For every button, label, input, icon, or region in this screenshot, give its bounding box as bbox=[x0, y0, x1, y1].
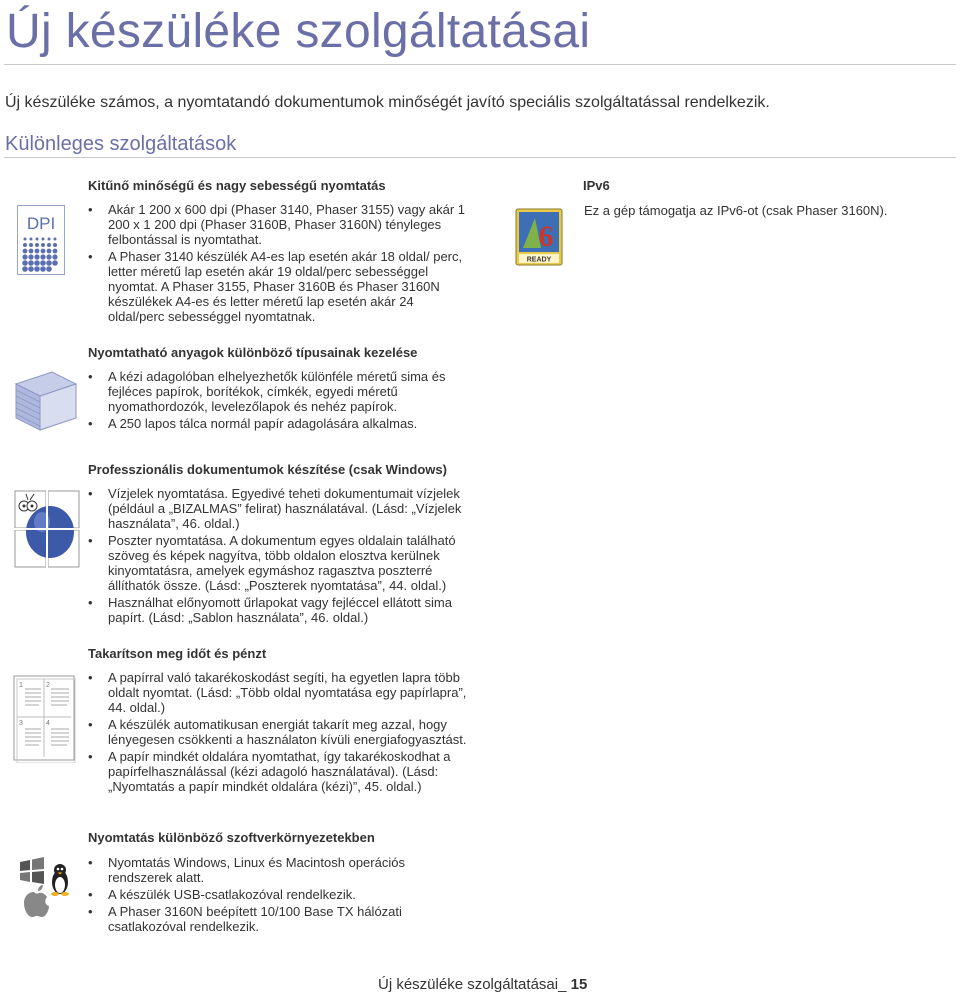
ipv6-icon-label: READY bbox=[526, 256, 552, 264]
page-number-3: 3 bbox=[19, 720, 23, 727]
page-title: Új készüléke szolgáltatásai bbox=[6, 5, 591, 58]
media-list bbox=[88, 369, 468, 433]
windows-logo-icon bbox=[20, 857, 44, 884]
poster-print-icon bbox=[14, 490, 80, 573]
list-item: • Használhat előnyomott űrlapokat vagy fejléccel ellátott sima papírt. (Lásd: „Sablon használata”, 46. oldal.) bbox=[88, 595, 468, 625]
os-logos-icon bbox=[18, 856, 74, 923]
documents-list bbox=[88, 486, 468, 627]
list-item: • Poszter nyomtatása. A dokumentum egyes oldalain található szöveg és képek nagyítva, több oldalon elosztva kerülnek kinyomtatásra, amelyek egymáshoz ragasztva poszterré állíthatók össze. (Lásd: „Poszterek nyomtatása”, 44. oldal.) bbox=[88, 533, 468, 593]
ipv6-icon-number: 6 bbox=[538, 220, 554, 253]
page-number: 15 bbox=[570, 976, 588, 993]
dpi-icon-label: DPI bbox=[26, 214, 56, 233]
section-subtitle: Különleges szolgáltatások bbox=[5, 133, 237, 155]
linux-penguin-icon bbox=[51, 864, 69, 896]
intro-paragraph: Új készüléke számos, a nyomtatandó dokumentumok minőségét javító speciális szolgáltatással rendelkezik. bbox=[5, 94, 770, 111]
quality-list bbox=[88, 202, 468, 326]
quality-heading: Kitűnő minőségű és nagy sebességű nyomtatás bbox=[88, 178, 386, 193]
footer-text: Új készüléke szolgáltatásai_ bbox=[378, 976, 567, 993]
ipv6-text: Ez a gép támogatja az IPv6-ot (csak Phaser 3160N). bbox=[584, 203, 888, 218]
title-divider bbox=[4, 64, 956, 65]
list-item: • A papírral való takarékoskodást segíti, ha egyetlen lapra több oldalt nyomtat. (Lásd: „Több oldal nyomtatása egy papírlapra”, 44. oldal.) bbox=[88, 670, 468, 715]
media-heading: Nyomtatható anyagok különböző típusainak kezelése bbox=[88, 345, 418, 360]
list-item: • A papír mindkét oldalára nyomtathat, így takarékoskodhat a papírfelhasználással (kézi adagoló használatával). (Lásd: „Nyomtatás a papír mindkét oldalára (kézi)”, 45. oldal.) bbox=[88, 749, 468, 794]
savings-list bbox=[88, 670, 468, 796]
multipage-icon bbox=[13, 675, 77, 768]
list-item: • A készülék USB-csatlakozóval rendelkezik. bbox=[88, 887, 468, 902]
ipv6-heading: IPv6 bbox=[583, 178, 610, 193]
page-number-4: 4 bbox=[46, 720, 50, 727]
list-item: • A Phaser 3160N beépített 10/100 Base TX hálózati csatlakozóval rendelkezik. bbox=[88, 904, 468, 934]
apple-logo-icon bbox=[24, 885, 49, 917]
documents-heading: Professzionális dokumentumok készítése (csak Windows) bbox=[88, 462, 447, 477]
page-footer bbox=[378, 976, 587, 993]
paper-stack-icon bbox=[12, 370, 80, 439]
software-heading: Nyomtatás különböző szoftverkörnyezetekben bbox=[88, 830, 375, 845]
savings-heading: Takarítson meg időt és pénzt bbox=[88, 646, 267, 661]
subtitle-divider bbox=[4, 157, 956, 158]
dpi-icon bbox=[17, 205, 65, 280]
list-item: • A készülék automatikusan energiát takarít meg azzal, hogy lényegesen csökkenti a használaton kívüli energiafogyasztást. bbox=[88, 717, 468, 747]
page-number-2: 2 bbox=[46, 682, 50, 689]
list-item: • Akár 1 200 x 600 dpi (Phaser 3140, Phaser 3155) vagy akár 1 200 x 1 200 dpi (Phaser 3160B, Phaser 3160N) tényleges felbontással is nyomtathat. bbox=[88, 202, 468, 247]
ipv6-ready-icon bbox=[515, 208, 565, 273]
page-number-1: 1 bbox=[19, 682, 23, 689]
list-item: • Vízjelek nyomtatása. Egyedivé teheti dokumentumait vízjelek (például a „BIZALMAS” felirat) használatával. (Lásd: „Vízjelek használata”, 46. oldal.) bbox=[88, 486, 468, 531]
list-item: • A 250 lapos tálca normál papír adagolására alkalmas. bbox=[88, 416, 468, 431]
software-list bbox=[88, 855, 468, 936]
list-item: • A Phaser 3140 készülék A4-es lap esetén akár 18 oldal/ perc, letter méretű lap esetén akár 19 oldal/perc sebességgel nyomtat. A Phaser 3155, Phaser 3160B és Phaser 3160N készülékek A4-es és letter méretű lap esetén akár 24 oldal/perc sebességgel nyomtatnak. bbox=[88, 249, 468, 324]
list-item: • A kézi adagolóban elhelyezhetők különféle méretű sima és fejléces papírok, borítékok, címkék, egyedi méretű nyomathordozók, levelezőlapok és nehéz papírok. bbox=[88, 369, 468, 414]
list-item: • Nyomtatás Windows, Linux és Macintosh operációs rendszerek alatt. bbox=[88, 855, 468, 885]
